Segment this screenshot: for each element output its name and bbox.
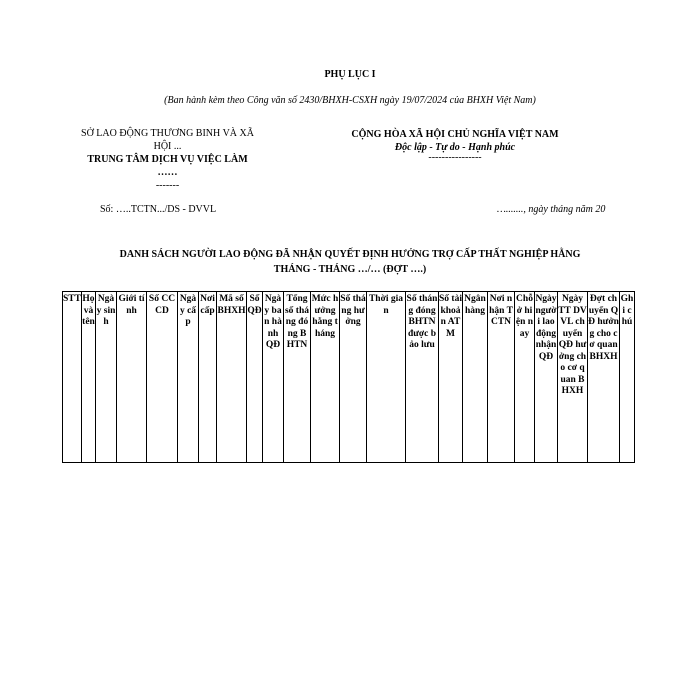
column-header: Thời gian xyxy=(367,292,406,463)
column-header: Đợt chuyển QĐ hưởng cho cơ quan BHXH xyxy=(588,292,620,463)
center-dots: …… xyxy=(157,167,178,178)
document-number: Số: …..TCTN.../DS - DVVL xyxy=(100,204,217,215)
column-header: Số tài khoản ATM xyxy=(439,292,463,463)
column-header: Họ và tên xyxy=(82,292,96,463)
column-header: Mã số BHXH xyxy=(217,292,247,463)
column-header: Số CCCD xyxy=(147,292,178,463)
country-name: CỘNG HÒA XÃ HỘI CHỦ NGHĨA VIỆT NAM xyxy=(351,129,559,140)
column-header: Ngày TT DVVL chuyển QĐ hưởng cho cơ quan BHXH xyxy=(558,292,588,463)
table-header-row xyxy=(63,292,635,463)
column-header: Nơi cấp xyxy=(199,292,217,463)
document-date: …......., ngày tháng năm 20 xyxy=(497,204,606,215)
column-header: Mức hưởng hằng tháng xyxy=(311,292,340,463)
center-rule: ------- xyxy=(155,180,180,191)
column-header: Ngày cấp xyxy=(178,292,199,463)
column-header: Tổng số tháng đóng BHTN xyxy=(284,292,311,463)
motto-rule: ---------------- xyxy=(428,152,482,163)
column-header: Nơi nhận TCTN xyxy=(488,292,515,463)
column-header: Ghi chú xyxy=(620,292,635,463)
column-header: Ngày ban hành QĐ xyxy=(263,292,284,463)
column-header: Số QĐ xyxy=(247,292,263,463)
list-title-line2: THÁNG - THÁNG …/… (ĐỢT ….) xyxy=(273,264,427,275)
column-header: Số tháng đóng BHTN được bảo lưu xyxy=(406,292,439,463)
agency-name-line1: SỞ LAO ĐỘNG THƯƠNG BINH VÀ XÃ xyxy=(81,128,254,139)
column-header: Ngày sinh xyxy=(96,292,117,463)
appendix-title: PHỤ LỤC I xyxy=(324,69,376,80)
issuing-agency-block xyxy=(55,127,280,192)
list-title-line1: DANH SÁCH NGƯỜI LAO ĐỘNG ĐÃ NHẬN QUYẾT ĐỊNH HƯỞNG TRỢ CẤP THẤT NGHIỆP HẰNG xyxy=(119,249,581,260)
agency-name-line2: HỘI ... xyxy=(153,141,182,152)
national-motto: Độc lập - Tự do - Hạnh phúc xyxy=(394,142,516,153)
column-header: Ngân hàng xyxy=(463,292,488,463)
appendix-subtitle: (Ban hành kèm theo Công văn số 2430/BHXH-CSXH ngày 19/07/2024 của BHXH Việt Nam) xyxy=(164,95,536,106)
beneficiary-table xyxy=(62,291,635,463)
column-header: Số tháng hưởng xyxy=(340,292,367,463)
national-header-block xyxy=(320,128,590,161)
column-header: Ngày người lao động nhận QĐ xyxy=(535,292,558,463)
center-name: TRUNG TÂM DỊCH VỤ VIỆC LÀM xyxy=(87,154,248,165)
list-title xyxy=(70,247,630,277)
column-header: Chỗ ở hiện nay xyxy=(515,292,535,463)
column-header: STT xyxy=(63,292,82,463)
column-header: Giới tính xyxy=(117,292,147,463)
